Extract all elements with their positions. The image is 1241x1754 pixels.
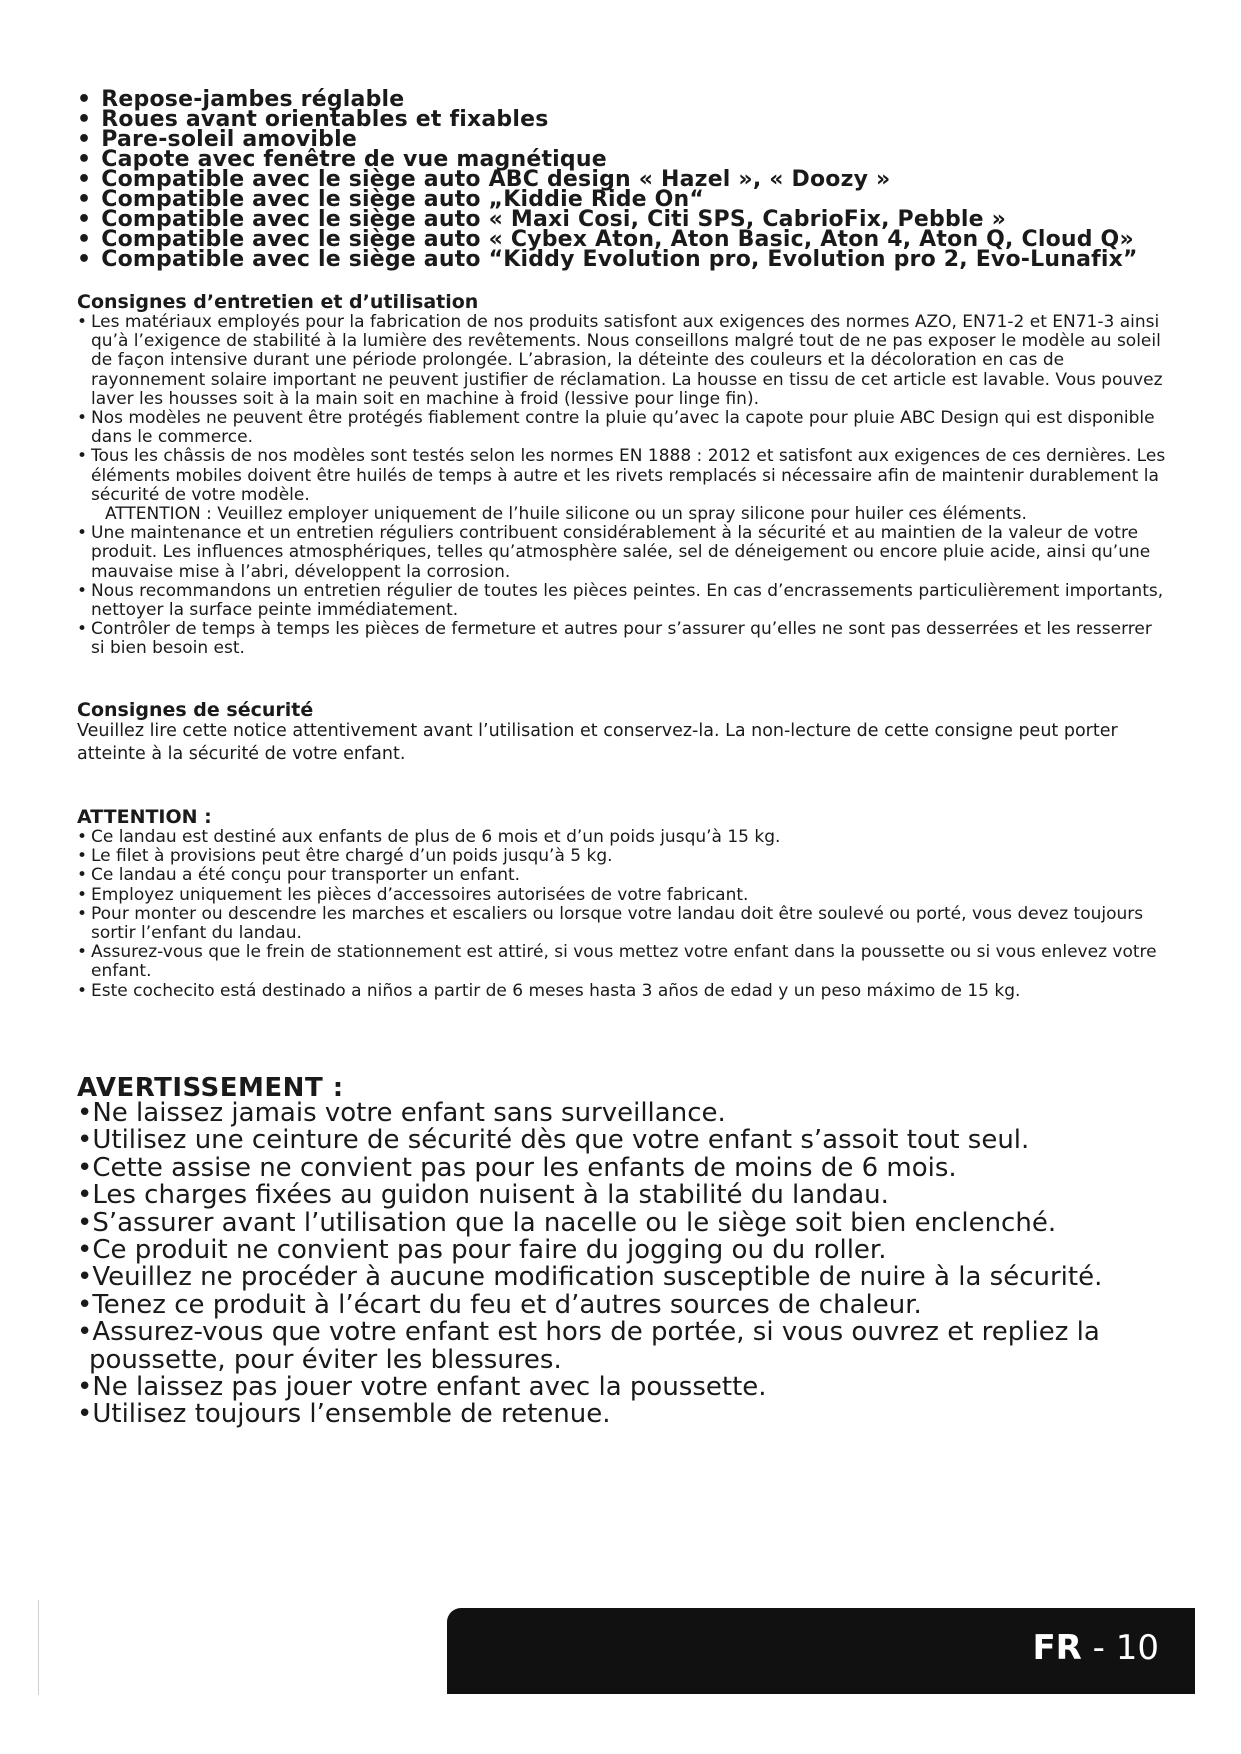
- feature-item: • Repose-jambes réglable: [77, 90, 1177, 110]
- feature-item: • Compatible avec le siège auto “Kiddy Evolution pro, Evolution pro 2, Evo-Lunafix”: [77, 250, 1177, 270]
- feature-item: • Capote avec fenêtre de vue magnétique: [77, 150, 1177, 170]
- attention-item: • Assurez-vous que le frein de stationnement est attiré, si vous mettez votre enfant dans la poussette ou si vous enlevez votre enfant.: [77, 943, 1167, 981]
- margin-rule: [38, 1600, 39, 1695]
- page-number-label: [1032, 1628, 1159, 1668]
- care-item: • Nous recommandons un entretien régulier de toutes les pièces peintes. En cas d’encrassements particulièrement importants, nettoyer la surface peinte immédiatement.: [77, 582, 1167, 620]
- warning-item: • Utilisez une ceinture de sécurité dès que votre enfant s’assoit tout seul.: [77, 1127, 1187, 1154]
- language-code: FR: [1032, 1628, 1082, 1668]
- warning-list: [77, 1100, 1187, 1429]
- warning-item: • Tenez ce produit à l’écart du feu et d’autres sources de chaleur.: [77, 1292, 1187, 1319]
- feature-item: • Pare-soleil amovible: [77, 130, 1177, 150]
- warning-item: • Utilisez toujours l’ensemble de retenue.: [77, 1401, 1187, 1428]
- footer-bar: [447, 1608, 1195, 1694]
- attention-item: • Ce landau est destiné aux enfants de plus de 6 mois et d’un poids jusqu’à 15 kg.: [77, 828, 1167, 847]
- care-item: [77, 447, 1167, 524]
- feature-item: • Compatible avec le siège auto « Cybex Aton, Aton Basic, Aton 4, Aton Q, Cloud Q»: [77, 230, 1177, 250]
- care-item: • Contrôler de temps à temps les pièces de fermeture et autres pour s’assurer qu’elles ne sont pas desserrées et les resserrer si bien besoin est.: [77, 620, 1167, 658]
- care-item: • Une maintenance et un entretien réguliers contribuent considérablement à la sécurité et au maintien de la valeur de votre produit. Les influences atmosphériques, telles qu’atmosphère salée, sel de déneigement ou encore pluie acide, ainsi qu’une mauvaise mise à l’abri, développent la corrosion.: [77, 524, 1167, 582]
- care-title: Consignes d’entretien et d’utilisation: [77, 291, 479, 313]
- care-item: • Nos modèles ne peuvent être protégés fiablement contre la pluie qu’avec la capote pour pluie ABC Design qui est disponible dans le commerce.: [77, 409, 1167, 447]
- page-number: 10: [1115, 1628, 1159, 1668]
- attention-item: • Le filet à provisions peut être chargé d’un poids jusqu’à 5 kg.: [77, 847, 1167, 866]
- care-item: • Les matériaux employés pour la fabrication de nos produits satisfont aux exigences des normes AZO, EN71-2 et EN71-3 ainsi qu’à l’exigence de stabilité à la lumière des revêtements. Nous conseillons malgré tout de ne pas exposer le modèle au soleil de façon intensive durant une période prolongée. L’abrasion, la déteinte des couleurs et la décoloration en cas de rayonnement solaire important ne peuvent justifier de réclamation. La housse en tissu de cet article est lavable. Vous pouvez laver les housses soit à la main soit en machine à froid (lessive pour linge fin).: [77, 313, 1167, 409]
- attention-list: [77, 828, 1167, 1001]
- feature-item: • Compatible avec le siège auto ABC design « Hazel », « Doozy »: [77, 170, 1177, 190]
- warning-item: • Veuillez ne procéder à aucune modification susceptible de nuire à la sécurité.: [77, 1264, 1187, 1291]
- warning-title: AVERTISSEMENT :: [77, 1073, 344, 1103]
- warning-item: • Assurez-vous que votre enfant est hors de portée, si vous ouvrez et repliez la poussette, pour éviter les blessures.: [77, 1319, 1187, 1374]
- feature-item: • Compatible avec le siège auto „Kiddie Ride On“: [77, 190, 1177, 210]
- warning-item: • Ce produit ne convient pas pour faire du jogging ou du roller.: [77, 1237, 1187, 1264]
- warning-item: • S’assurer avant l’utilisation que la nacelle ou le siège soit bien enclenché.: [77, 1210, 1187, 1237]
- safety-title: Consignes de sécurité: [77, 699, 314, 721]
- warning-item: • Les charges fixées au guidon nuisent à la stabilité du landau.: [77, 1182, 1187, 1209]
- warning-item: • Ne laissez jamais votre enfant sans surveillance.: [77, 1100, 1187, 1127]
- attention-item: • Ce landau a été conçu pour transporter un enfant.: [77, 866, 1167, 885]
- page-separator: -: [1081, 1628, 1116, 1668]
- care-list: [77, 313, 1167, 659]
- attention-item: • Este cochecito está destinado a niños a partir de 6 meses hasta 3 años de edad y un peso máximo de 15 kg.: [77, 982, 1167, 1001]
- care-attention-note: ATTENTION : Veuillez employer uniquement de l’huile silicone ou un spray silicone pour huiler ces éléments.: [105, 504, 1027, 525]
- warning-item: • Cette assise ne convient pas pour les enfants de moins de 6 mois.: [77, 1155, 1187, 1182]
- care-item-text: Tous les châssis de nos modèles sont testés selon les normes EN 1888 : 2012 et satisfont aux exigences de ces dernières. Les éléments mobiles doivent être huilés de temps à autre et les rivets remplacés si nécessaire afin de maintenir durablement la sécurité de votre modèle.: [91, 446, 1166, 505]
- safety-text: Veuillez lire cette notice attentivement avant l’utilisation et conservez-la. La non-lecture de cette consigne peut porter atteinte à la sécurité de votre enfant.: [77, 721, 1118, 764]
- attention-item: • Employez uniquement les pièces d’accessoires autorisées de votre fabricant.: [77, 886, 1167, 905]
- attention-item: • Pour monter ou descendre les marches et escaliers ou lorsque votre landau doit être soulevé ou porté, vous devez toujours sortir l’enfant du landau.: [77, 905, 1167, 943]
- feature-item: • Compatible avec le siège auto « Maxi Cosi, Citi SPS, CabrioFix, Pebble »: [77, 210, 1177, 230]
- feature-item: • Roues avant orientables et fixables: [77, 110, 1177, 130]
- feature-list: [77, 87, 1177, 272]
- attention-title: ATTENTION :: [77, 806, 212, 828]
- warning-item: • Ne laissez pas jouer votre enfant avec la poussette.: [77, 1374, 1187, 1401]
